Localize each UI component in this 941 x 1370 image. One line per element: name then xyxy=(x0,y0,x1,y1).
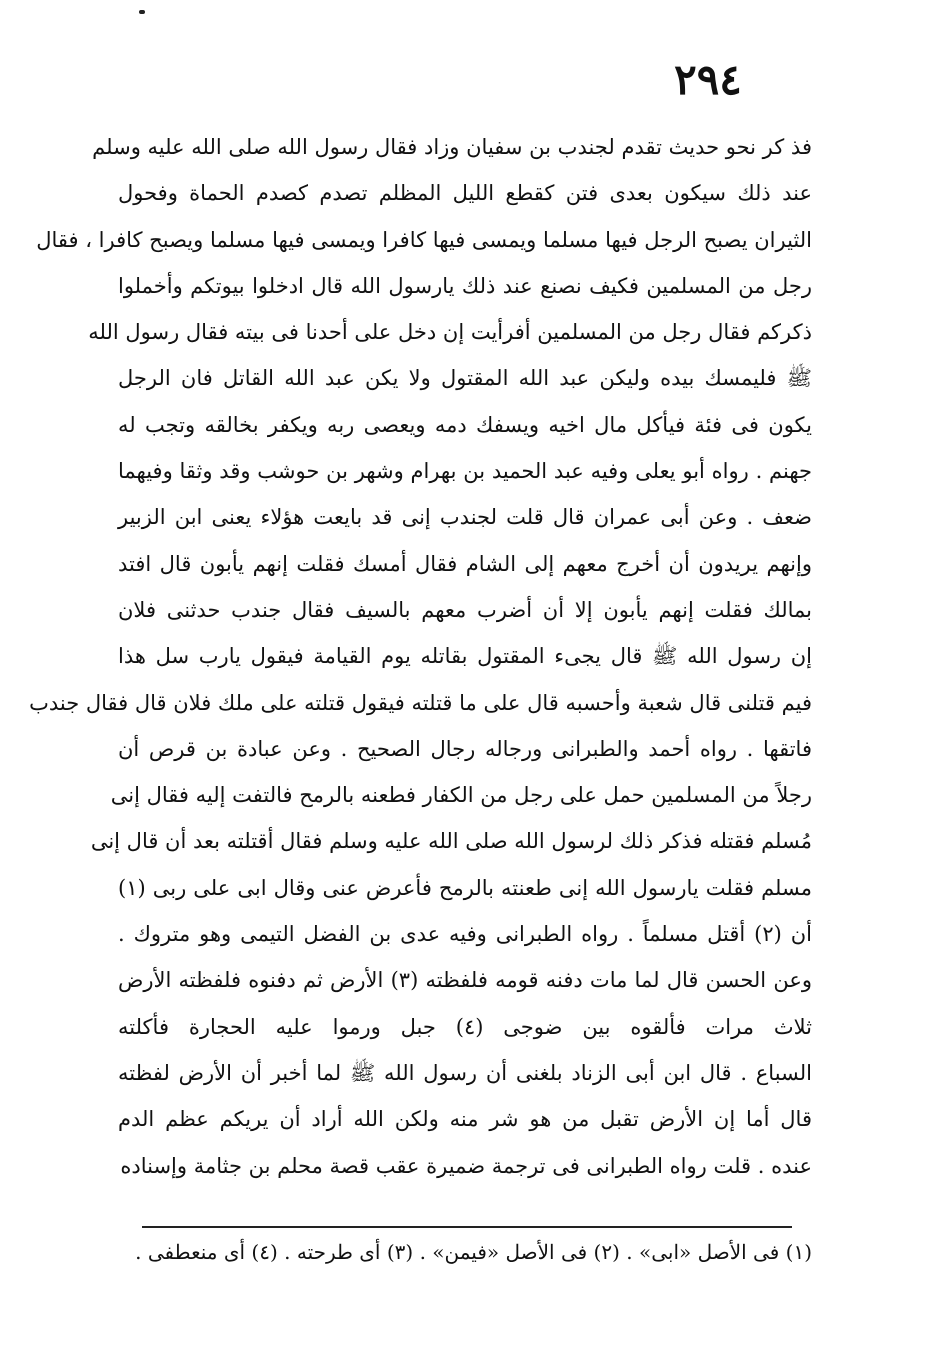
text-line: فاتقها . رواه أحمد والطبرانى ورجاله رجال الصحيح . وعن عبادة بن قرص أن xyxy=(118,736,812,761)
text-line: رجل من المسلمين فكيف نصنع عند ذلك يارسول الله قال ادخلوا بيوتكم وأخملوا xyxy=(118,273,812,298)
text-line: رجلاً من المسلمين حمل على رجل من الكفار فطعنه بالرمح فالتفت إليه فقال إنى xyxy=(110,783,812,808)
text-line: ذكركم فقال رجل من المسلمين أفرأيت إن دخل على أحدنا فى بيته فقال رسول الله xyxy=(88,320,812,345)
text-line: السباع . قال ابن أبى الزناد بلغنى أن رسول الله ﷺ لما أخبر أن الأرض لفظته xyxy=(118,1060,812,1085)
text-line: وعن الحسن قال لما مات دفنه قومه فلفظته (٣) الأرض ثم دفنوه فلفظته الأرض xyxy=(118,968,812,993)
text-line: مسلم فقلت يارسول الله إنى طعنته بالرمح فأعرض عنى وقال ابى على ربى (١) xyxy=(118,875,812,900)
text-line: أن (٢) أقتل مسلماً . رواه الطبرانى وفيه عدى بن الفضل التيمى وهو متروك . xyxy=(118,922,812,947)
text-line: بمالك فقلت إنهم يأبون إلا أن أضرب معهم بالسيف فقال جندب حدثنى فلان xyxy=(118,597,812,622)
text-line: عنده . قلت رواه الطبرانى فى ترجمة ضميرة عقب قصة محلم بن جثامة وإسناده xyxy=(120,1153,812,1178)
text-line: قال أما إن الأرض تقبل من هو شر منه ولكن الله أراد أن يريكم عظم الدم xyxy=(118,1107,812,1132)
footnotes: (١) فى الأصل «ابى» . (٢) فى الأصل «فيمن» . (٣) أى طرحته . (٤) أى منعطفى . xyxy=(135,1240,812,1264)
text-line: جهنم . رواه أبو يعلى وفيه عبد الحميد بن بهرام وشهر بن حوشب وقد وثقا وفيهما xyxy=(118,459,812,484)
text-line: ثلاث مرات فألقوه بين ضوجى (٤) جبل ورموا عليه الحجارة فأكلته xyxy=(118,1014,812,1039)
page-mark xyxy=(139,10,145,14)
page-number: ٢٩٤ xyxy=(674,55,742,104)
text-line: فيم قتلنى قال شعبة وأحسبه قال على ما قتلته فيقول قتلته على ملك فلان قال فقال جندب xyxy=(29,690,812,715)
text-line: عند ذلك سيكون بعدى فتن كقطع الليل المظلم تصدم كصدم الحماة وفحول xyxy=(118,181,812,206)
text-line: يكون فى فئة فيأكل مال اخيه ويسفك دمه ويعصى ربه ويكفر بخالقه وتجب له xyxy=(118,412,812,437)
body-text xyxy=(29,124,812,1189)
text-line: وإنهم يريدون أن أخرج معهم إلى الشام فقال أمسك فقلت إنهم يأبون قال افتد xyxy=(118,551,812,576)
text-line: مُسلم فقتله فذكر ذلك لرسول الله صلى الله عليه وسلم فقال أقتلته بعد أن قال إنى xyxy=(90,829,812,854)
text-line: ﷺ فليمسك بيده وليكن عبد الله المقتول ولا يكن عبد الله القاتل فان الرجل xyxy=(118,366,812,391)
text-line: فذ كر نحو حديث تقدم لجندب بن سفيان وزاد فقال رسول الله صلى الله عليه وسلم xyxy=(92,135,812,159)
footnote-divider xyxy=(142,1226,792,1228)
text-line: الثيران يصبح الرجل فيها مسلما ويمسى فيها كافرا ويمسى فيها مسلما ويصبح كافرا ، فقال xyxy=(36,227,812,252)
text-line: إن رسول الله ﷺ قال يجىء المقتول بقاتله يوم القيامة فيقول يارب سل هذا xyxy=(118,644,812,669)
text-line: ضعف . وعن أبى عمران قال قلت لجندب إنى قد بايعت هؤلاء يعنى ابن الزبير xyxy=(118,505,812,530)
